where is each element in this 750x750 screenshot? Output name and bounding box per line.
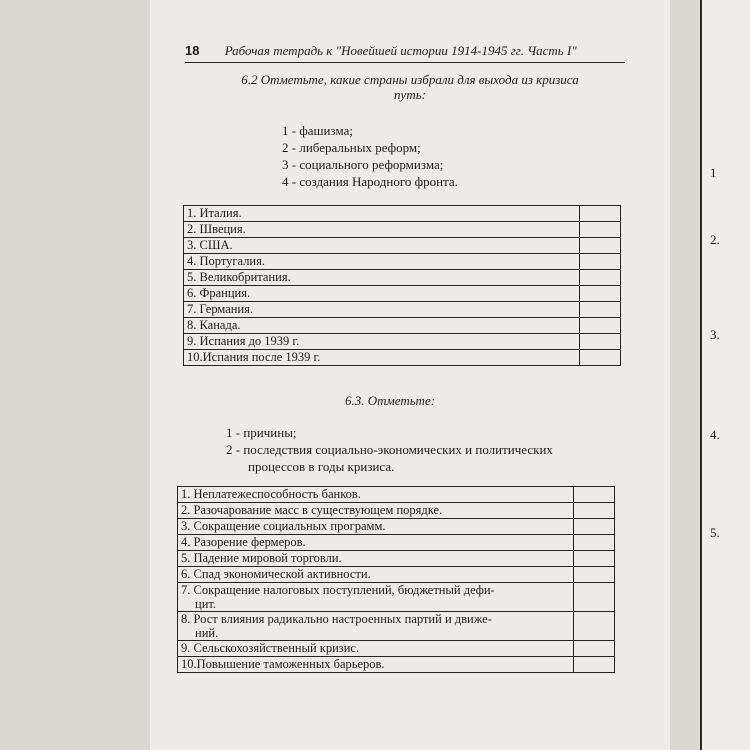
task-6-2-title-line: путь: — [394, 87, 426, 102]
table-row — [178, 641, 615, 657]
task-6-2-title — [205, 72, 615, 102]
statement-cell: 6. Спад экономической активности. — [178, 567, 574, 583]
country-cell: 8. Канада. — [184, 318, 580, 334]
statement-cell: 10.Повышение таможенных барьеров. — [178, 657, 574, 673]
answer-cell[interactable] — [580, 254, 621, 270]
task-6-2-title-line: 6.2 Отметьте, какие страны избрали для выхода из кризиса — [241, 72, 579, 87]
country-cell: 10.Испания после 1939 г. — [184, 350, 580, 366]
answer-cell[interactable] — [580, 350, 621, 366]
answer-cell[interactable] — [574, 487, 615, 503]
statement-cell: 4. Разорение фермеров. — [178, 535, 574, 551]
country-cell: 5. Великобритания. — [184, 270, 580, 286]
table-row — [178, 551, 615, 567]
task-6-3-options — [226, 424, 553, 475]
table-row — [184, 350, 621, 366]
answer-cell[interactable] — [580, 334, 621, 350]
option-item: 1 - причины; — [226, 425, 297, 440]
page-header — [185, 43, 625, 63]
statement-cell: 5. Падение мировой торговли. — [178, 551, 574, 567]
statement-cell — [178, 583, 574, 612]
table-row — [184, 334, 621, 350]
table-row — [178, 657, 615, 673]
page-number: 18 — [185, 43, 200, 58]
answer-cell[interactable] — [580, 206, 621, 222]
statement-cell — [178, 612, 574, 641]
table-row — [184, 206, 621, 222]
task-6-2-options — [282, 122, 458, 190]
answer-cell[interactable] — [574, 535, 615, 551]
table-row — [178, 612, 615, 641]
adjacent-page-mark: 5. — [710, 525, 720, 540]
country-cell: 1. Италия. — [184, 206, 580, 222]
answer-cell[interactable] — [574, 551, 615, 567]
statement-cell: 3. Сокращение социальных программ. — [178, 519, 574, 535]
table-row — [178, 535, 615, 551]
country-cell: 4. Португалия. — [184, 254, 580, 270]
table-row — [184, 270, 621, 286]
answer-cell[interactable] — [580, 270, 621, 286]
answer-cell[interactable] — [574, 503, 615, 519]
answer-cell[interactable] — [580, 222, 621, 238]
task-6-3-title: 6.3. Отметьте: — [345, 393, 436, 408]
option-item-continuation: процессов в годы кризиса. — [248, 459, 395, 474]
table-row — [178, 567, 615, 583]
adjacent-page-mark: 4. — [710, 427, 720, 442]
answer-cell[interactable] — [580, 302, 621, 318]
country-cell: 2. Швеция. — [184, 222, 580, 238]
option-item: 4 - создания Народного фронта. — [282, 174, 458, 189]
statement-cell: 1. Неплатежеспособность банков. — [178, 487, 574, 503]
table-row — [178, 487, 615, 503]
statement-cell: 2. Разочарование масс в существующем порядке. — [178, 503, 574, 519]
answer-cell[interactable] — [574, 519, 615, 535]
answer-cell[interactable] — [580, 286, 621, 302]
table-row — [178, 503, 615, 519]
answer-cell[interactable] — [574, 641, 615, 657]
table-row — [184, 238, 621, 254]
table-row — [184, 318, 621, 334]
task-6-3-table — [177, 486, 615, 673]
option-item: 1 - фашизма; — [282, 123, 353, 138]
adjacent-page-mark: 2. — [710, 232, 720, 247]
statement-line: ний. — [195, 626, 219, 640]
adjacent-page-mark: 3. — [710, 327, 720, 342]
statement-line: 7. Сокращение налоговых поступлений, бюджетный дефи- — [181, 583, 495, 597]
statement-line: цит. — [195, 597, 217, 611]
answer-cell[interactable] — [574, 612, 615, 641]
table-row — [184, 222, 621, 238]
statement-line: 8. Рост влияния радикально настроенных партий и движе- — [181, 612, 492, 626]
table-row — [184, 302, 621, 318]
adjacent-page — [700, 0, 750, 750]
option-item: 3 - социального реформизма; — [282, 157, 444, 172]
answer-cell[interactable] — [580, 318, 621, 334]
option-item: 2 - последствия социально-экономических и политических — [226, 442, 553, 457]
country-cell: 6. Франция. — [184, 286, 580, 302]
answer-cell[interactable] — [574, 567, 615, 583]
table-row — [178, 519, 615, 535]
answer-cell[interactable] — [580, 238, 621, 254]
table-row — [184, 286, 621, 302]
table-row — [184, 254, 621, 270]
statement-cell: 9. Сельскохозяйственный кризис. — [178, 641, 574, 657]
country-cell: 7. Германия. — [184, 302, 580, 318]
option-item: 2 - либеральных реформ; — [282, 140, 421, 155]
answer-cell[interactable] — [574, 657, 615, 673]
adjacent-page-mark: 1 — [710, 165, 717, 180]
answer-cell[interactable] — [574, 583, 615, 612]
country-cell: 3. США. — [184, 238, 580, 254]
workbook-title: Рабочая тетрадь к "Новейшей истории 1914-1945 гг. Часть I" — [224, 43, 577, 58]
country-cell: 9. Испания до 1939 г. — [184, 334, 580, 350]
table-row — [178, 583, 615, 612]
task-6-2-table — [183, 205, 621, 366]
